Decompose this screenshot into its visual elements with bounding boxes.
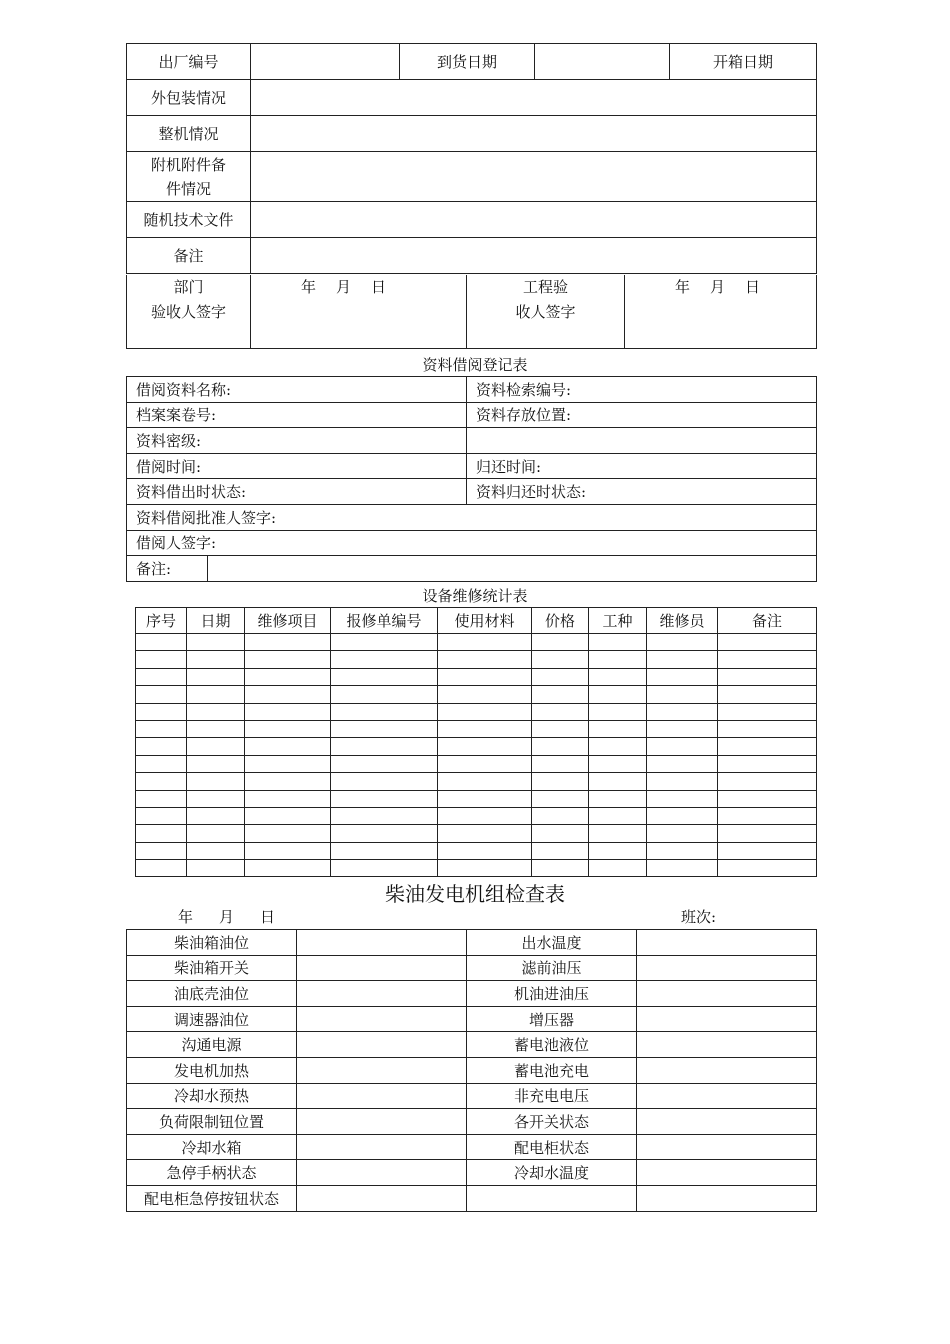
repair-cell[interactable] <box>136 703 187 720</box>
repair-cell[interactable] <box>136 720 187 737</box>
repair-cell[interactable] <box>136 634 187 651</box>
repair-cell[interactable] <box>331 773 438 790</box>
repair-cell[interactable] <box>589 651 647 668</box>
secrecy-field[interactable]: 资料密级: <box>127 428 467 454</box>
repair-cell[interactable] <box>438 738 532 755</box>
repair-cell[interactable] <box>718 755 817 772</box>
diesel-item-label: 增压器 <box>467 1006 637 1032</box>
repair-cell[interactable] <box>245 738 331 755</box>
month-label: 月 <box>336 278 352 296</box>
signature-table <box>126 275 817 349</box>
repair-row <box>136 842 817 859</box>
diesel-item-label: 柴油箱油位 <box>127 930 297 956</box>
dept-label-line1: 部门 <box>173 278 204 296</box>
diesel-item-label: 出水温度 <box>467 930 637 956</box>
repair-cell[interactable] <box>718 825 817 842</box>
repair-cell[interactable] <box>331 651 438 668</box>
repair-cell[interactable] <box>438 634 532 651</box>
diesel-item-label: 冷却水箱 <box>127 1134 297 1160</box>
dept-signature-label <box>127 275 251 349</box>
repair-cell[interactable] <box>647 720 718 737</box>
diesel-item-value[interactable] <box>297 1134 467 1160</box>
repair-cell[interactable] <box>647 790 718 807</box>
repair-header-cell: 价格 <box>532 608 589 634</box>
diesel-row <box>127 1185 817 1211</box>
repair-cell[interactable] <box>532 773 589 790</box>
repair-table-title: 设备维修统计表 <box>422 587 528 605</box>
repair-cell[interactable] <box>532 790 589 807</box>
diesel-item-value[interactable] <box>637 955 817 981</box>
eng-label-line1: 工程验 <box>522 278 568 296</box>
loan-remarks-field[interactable] <box>208 556 817 582</box>
repair-cell[interactable] <box>136 668 187 685</box>
repair-header-cell: 维修项目 <box>245 608 331 634</box>
doc-index-field[interactable]: 资料检索编号: <box>467 377 817 403</box>
repair-cell[interactable] <box>245 686 331 703</box>
out-state-field[interactable]: 资料借出时状态: <box>127 479 467 505</box>
remarks-label: 备注 <box>127 238 251 274</box>
accessories-label-line2: 件情况 <box>165 179 211 198</box>
repair-cell[interactable] <box>245 668 331 685</box>
repair-cell[interactable] <box>331 738 438 755</box>
inspection-date[interactable] <box>178 906 301 927</box>
diesel-item-value[interactable] <box>637 1109 817 1135</box>
repair-cell[interactable] <box>331 860 438 877</box>
repair-cell[interactable] <box>136 651 187 668</box>
repair-cell[interactable] <box>718 790 817 807</box>
diesel-body <box>127 930 817 1212</box>
repair-cell[interactable] <box>532 825 589 842</box>
month-label: 月 <box>219 908 235 926</box>
repair-row <box>136 860 817 877</box>
dept-label-line2: 验收人签字 <box>150 303 226 321</box>
repair-cell[interactable] <box>331 842 438 859</box>
approver-signature-field[interactable]: 资料借阅批准人签字: <box>127 504 817 530</box>
eng-label-line2: 收人签字 <box>515 303 576 321</box>
repair-row <box>136 720 817 737</box>
accessories-label-line1: 附机附件备 <box>150 155 226 174</box>
repair-row <box>136 668 817 685</box>
repair-cell[interactable] <box>187 807 245 824</box>
repair-cell[interactable] <box>245 807 331 824</box>
repair-cell[interactable] <box>532 738 589 755</box>
repair-cell[interactable] <box>647 703 718 720</box>
repair-cell[interactable] <box>532 686 589 703</box>
storage-field[interactable]: 资料存放位置: <box>467 402 817 428</box>
repair-header-row <box>136 608 817 634</box>
repair-cell[interactable] <box>187 842 245 859</box>
factory-no-field[interactable] <box>251 44 400 80</box>
diesel-item-label: 各开关状态 <box>467 1109 637 1135</box>
eng-signature-label <box>467 275 625 349</box>
repair-cell[interactable] <box>187 773 245 790</box>
diesel-item-label: 冷却水预热 <box>127 1083 297 1109</box>
repair-cell[interactable] <box>647 842 718 859</box>
repair-body <box>136 634 817 877</box>
repair-cell[interactable] <box>647 755 718 772</box>
repair-cell[interactable] <box>589 634 647 651</box>
repair-cell[interactable] <box>647 860 718 877</box>
repair-header-cell: 备注 <box>718 608 817 634</box>
acceptance-table <box>126 43 817 274</box>
tech-docs-field[interactable] <box>251 202 817 238</box>
return-time-field[interactable]: 归还时间: <box>467 453 817 479</box>
repair-cell[interactable] <box>187 634 245 651</box>
repair-cell[interactable] <box>647 773 718 790</box>
repair-cell[interactable] <box>718 807 817 824</box>
diesel-row <box>127 1160 817 1186</box>
repair-row <box>136 755 817 772</box>
repair-cell[interactable] <box>438 825 532 842</box>
repair-header-cell: 维修员 <box>647 608 718 634</box>
repair-cell[interactable] <box>589 825 647 842</box>
repair-cell[interactable] <box>245 651 331 668</box>
diesel-item-value[interactable] <box>297 1057 467 1083</box>
repair-cell[interactable] <box>438 651 532 668</box>
diesel-row <box>127 955 817 981</box>
repair-cell[interactable] <box>718 720 817 737</box>
diesel-item-value[interactable] <box>637 1032 817 1058</box>
eng-signature-date[interactable] <box>625 275 817 349</box>
repair-cell[interactable] <box>718 634 817 651</box>
tech-docs-label: 随机技术文件 <box>127 202 251 238</box>
repair-cell[interactable] <box>718 842 817 859</box>
repair-cell[interactable] <box>532 807 589 824</box>
repair-cell[interactable] <box>647 686 718 703</box>
repair-cell[interactable] <box>136 825 187 842</box>
diesel-item-label: 调速器油位 <box>127 1006 297 1032</box>
doc-name-field[interactable]: 借阅资料名称: <box>127 377 467 403</box>
repair-row <box>136 703 817 720</box>
diesel-row <box>127 1134 817 1160</box>
repair-row <box>136 773 817 790</box>
repair-cell[interactable] <box>245 634 331 651</box>
repair-cell[interactable] <box>589 703 647 720</box>
repair-cell[interactable] <box>589 790 647 807</box>
repair-cell[interactable] <box>532 703 589 720</box>
repair-cell[interactable] <box>589 773 647 790</box>
diesel-item-value[interactable] <box>637 1057 817 1083</box>
repair-cell[interactable] <box>187 668 245 685</box>
repair-cell[interactable] <box>331 703 438 720</box>
diesel-row <box>127 1109 817 1135</box>
repair-header-cell: 序号 <box>136 608 187 634</box>
year-label: 年 <box>675 278 691 296</box>
repair-cell[interactable] <box>245 703 331 720</box>
repair-header-cell: 使用材料 <box>438 608 532 634</box>
repair-cell[interactable] <box>647 825 718 842</box>
diesel-item-label: 负荷限制钮位置 <box>127 1109 297 1135</box>
repair-row <box>136 825 817 842</box>
shift-label: 班次: <box>681 908 717 926</box>
diesel-row <box>127 1032 817 1058</box>
repair-cell[interactable] <box>245 755 331 772</box>
dept-signature-date[interactable] <box>251 275 467 349</box>
repair-cell[interactable] <box>187 755 245 772</box>
repair-row <box>136 686 817 703</box>
month-label: 月 <box>710 278 726 296</box>
diesel-item-label: 急停手柄状态 <box>127 1160 297 1186</box>
repair-cell[interactable] <box>331 720 438 737</box>
repair-cell[interactable] <box>718 668 817 685</box>
repair-cell[interactable] <box>438 668 532 685</box>
diesel-item-label: 蓄电池液位 <box>467 1032 637 1058</box>
repair-cell[interactable] <box>438 860 532 877</box>
repair-cell[interactable] <box>647 668 718 685</box>
repair-cell[interactable] <box>438 686 532 703</box>
repair-cell[interactable] <box>136 790 187 807</box>
repair-cell[interactable] <box>589 668 647 685</box>
repair-cell[interactable] <box>718 651 817 668</box>
diesel-item-value[interactable] <box>637 1134 817 1160</box>
return-state-field[interactable]: 资料归还时状态: <box>467 479 817 505</box>
borrow-time-field[interactable]: 借阅时间: <box>127 453 467 479</box>
repair-cell[interactable] <box>532 668 589 685</box>
repair-row <box>136 651 817 668</box>
repair-cell[interactable] <box>647 807 718 824</box>
diesel-item-label: 配电柜急停按钮状态 <box>127 1185 297 1211</box>
repair-cell[interactable] <box>438 720 532 737</box>
diesel-item-value[interactable] <box>297 1083 467 1109</box>
repair-cell[interactable] <box>647 651 718 668</box>
diesel-item-value[interactable] <box>297 1185 467 1211</box>
repair-header-cell: 工种 <box>589 608 647 634</box>
day-label: 日 <box>260 908 276 926</box>
unpack-date-label: 开箱日期 <box>670 44 817 80</box>
repair-cell[interactable] <box>187 703 245 720</box>
repair-cell[interactable] <box>187 686 245 703</box>
repair-header-cell: 日期 <box>187 608 245 634</box>
diesel-item-value[interactable] <box>637 1160 817 1186</box>
repair-cell[interactable] <box>331 755 438 772</box>
repair-cell[interactable] <box>438 773 532 790</box>
repair-cell[interactable] <box>245 860 331 877</box>
repair-cell[interactable] <box>532 720 589 737</box>
repair-cell[interactable] <box>187 790 245 807</box>
repair-cell[interactable] <box>589 686 647 703</box>
repair-cell[interactable] <box>532 634 589 651</box>
repair-cell[interactable] <box>647 738 718 755</box>
loan-table <box>126 376 817 582</box>
repair-cell[interactable] <box>331 634 438 651</box>
whole-machine-label: 整机情况 <box>127 116 251 152</box>
diesel-item-value[interactable] <box>297 1006 467 1032</box>
repair-row <box>136 738 817 755</box>
repair-cell[interactable] <box>718 686 817 703</box>
repair-cell[interactable] <box>331 825 438 842</box>
repair-cell[interactable] <box>589 720 647 737</box>
repair-cell[interactable] <box>589 807 647 824</box>
repair-row <box>136 807 817 824</box>
diesel-table <box>126 929 817 1212</box>
repair-cell[interactable] <box>438 807 532 824</box>
diesel-row <box>127 981 817 1007</box>
repair-cell[interactable] <box>331 686 438 703</box>
diesel-item-value[interactable] <box>637 1006 817 1032</box>
factory-no-label: 出厂编号 <box>127 44 251 80</box>
diesel-item-label <box>467 1185 637 1211</box>
repair-cell[interactable] <box>187 651 245 668</box>
repair-cell[interactable] <box>136 755 187 772</box>
repair-cell[interactable] <box>589 738 647 755</box>
repair-cell[interactable] <box>438 755 532 772</box>
repair-cell[interactable] <box>532 842 589 859</box>
diesel-item-value[interactable] <box>637 930 817 956</box>
repair-cell[interactable] <box>187 825 245 842</box>
archive-no-field[interactable]: 档案案卷号: <box>127 402 467 428</box>
diesel-item-label: 发电机加热 <box>127 1057 297 1083</box>
repair-cell[interactable] <box>331 790 438 807</box>
repair-cell[interactable] <box>532 755 589 772</box>
repair-cell[interactable] <box>245 842 331 859</box>
repair-cell[interactable] <box>136 807 187 824</box>
diesel-table-title: 柴油发电机组检查表 <box>385 882 565 906</box>
repair-cell[interactable] <box>589 755 647 772</box>
diesel-item-value[interactable] <box>297 1032 467 1058</box>
repair-cell[interactable] <box>532 860 589 877</box>
diesel-item-value[interactable] <box>297 1160 467 1186</box>
repair-cell[interactable] <box>136 842 187 859</box>
accessories-label <box>127 152 251 202</box>
year-label: 年 <box>301 278 317 296</box>
diesel-item-label: 冷却水温度 <box>467 1160 637 1186</box>
diesel-item-label: 油底壳油位 <box>127 981 297 1007</box>
borrower-signature-field[interactable]: 借阅人签字: <box>127 530 817 556</box>
repair-cell[interactable] <box>718 773 817 790</box>
repair-cell[interactable] <box>438 703 532 720</box>
diesel-row <box>127 930 817 956</box>
diesel-row <box>127 1006 817 1032</box>
loan-table-title: 资料借阅登记表 <box>422 356 528 374</box>
diesel-row <box>127 1083 817 1109</box>
repair-cell[interactable] <box>331 807 438 824</box>
diesel-item-value[interactable] <box>637 1185 817 1211</box>
repair-cell[interactable] <box>438 790 532 807</box>
loan-remarks-label: 备注: <box>127 556 208 582</box>
diesel-item-value[interactable] <box>297 981 467 1007</box>
day-label: 日 <box>745 278 761 296</box>
diesel-item-label: 沟通电源 <box>127 1032 297 1058</box>
empty-cell <box>467 428 817 454</box>
repair-cell[interactable] <box>136 738 187 755</box>
diesel-item-label: 配电柜状态 <box>467 1134 637 1160</box>
repair-cell[interactable] <box>245 825 331 842</box>
outer-pack-field[interactable] <box>251 80 817 116</box>
repair-cell[interactable] <box>532 651 589 668</box>
repair-table <box>135 607 817 877</box>
diesel-item-value[interactable] <box>297 1109 467 1135</box>
repair-cell[interactable] <box>187 738 245 755</box>
repair-cell[interactable] <box>438 842 532 859</box>
day-label: 日 <box>371 278 387 296</box>
repair-cell[interactable] <box>718 703 817 720</box>
repair-cell[interactable] <box>136 860 187 877</box>
repair-cell[interactable] <box>136 686 187 703</box>
repair-cell[interactable] <box>331 668 438 685</box>
repair-cell[interactable] <box>647 634 718 651</box>
repair-cell[interactable] <box>187 720 245 737</box>
accessories-field[interactable] <box>251 152 817 202</box>
repair-cell[interactable] <box>187 860 245 877</box>
repair-cell[interactable] <box>245 773 331 790</box>
diesel-item-value[interactable] <box>637 1083 817 1109</box>
whole-machine-field[interactable] <box>251 116 817 152</box>
arrival-date-label: 到货日期 <box>400 44 535 80</box>
repair-header-cell: 报修单编号 <box>331 608 438 634</box>
repair-row <box>136 634 817 651</box>
repair-cell[interactable] <box>245 790 331 807</box>
diesel-item-label: 蓄电池充电 <box>467 1057 637 1083</box>
repair-cell[interactable] <box>718 860 817 877</box>
remarks-field[interactable] <box>251 238 817 274</box>
year-label: 年 <box>178 908 194 926</box>
repair-cell[interactable] <box>136 773 187 790</box>
arrival-date-field[interactable] <box>535 44 670 80</box>
diesel-item-value[interactable] <box>297 930 467 956</box>
repair-cell[interactable] <box>245 720 331 737</box>
diesel-item-label: 机油进油压 <box>467 981 637 1007</box>
repair-cell[interactable] <box>718 738 817 755</box>
diesel-item-label: 柴油箱开关 <box>127 955 297 981</box>
diesel-item-label: 滤前油压 <box>467 955 637 981</box>
repair-row <box>136 790 817 807</box>
diesel-item-label: 非充电电压 <box>467 1083 637 1109</box>
outer-pack-label: 外包装情况 <box>127 80 251 116</box>
diesel-item-value[interactable] <box>637 981 817 1007</box>
diesel-item-value[interactable] <box>297 955 467 981</box>
repair-cell[interactable] <box>589 860 647 877</box>
diesel-row <box>127 1057 817 1083</box>
repair-cell[interactable] <box>589 842 647 859</box>
